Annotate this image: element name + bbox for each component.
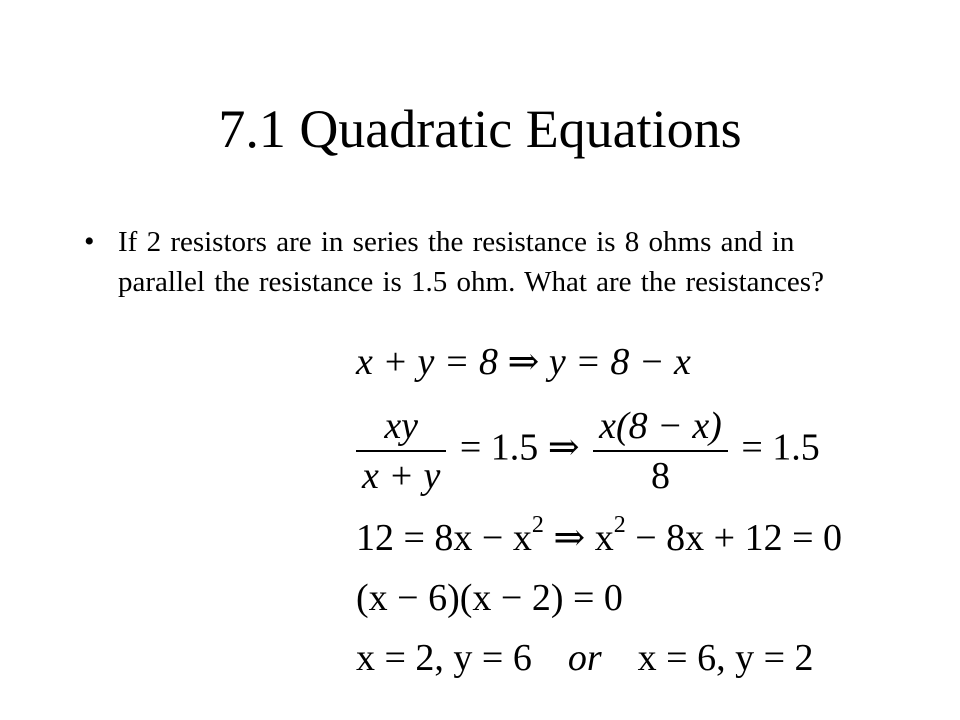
fraction-right-denominator: 8 <box>651 455 670 497</box>
bullet-marker: • <box>84 225 95 258</box>
bullet-text: If 2 resistors are in series the resistance is 8 ohms and in parallel the resistance is 1.5 ohm. What are the resistances? <box>118 226 824 298</box>
exponent-1: 2 <box>531 512 544 539</box>
equation-line-2-end: = 1.5 <box>741 426 820 469</box>
equation-line-5-left: x = 2, y = 6 <box>356 637 532 679</box>
fraction-right-numerator: x(8 − x) <box>593 404 728 452</box>
fraction-left-numerator: xy <box>356 404 446 452</box>
fraction-left <box>356 404 446 498</box>
equation-line-1 <box>356 340 691 384</box>
equation-line-4-text: (x − 6)(x − 2) = 0 <box>356 577 623 619</box>
equation-line-4 <box>356 576 623 620</box>
exponent-2: 2 <box>613 512 626 539</box>
equation-line-5-right: x = 6, y = 2 <box>637 637 814 679</box>
equation-line-5 <box>356 636 814 680</box>
fraction-left-denominator: x + y <box>362 455 441 497</box>
equation-line-1-text: x + y = 8 ⇒ y = 8 − x <box>356 341 691 383</box>
equation-line-2 <box>352 404 820 498</box>
fraction-right <box>593 404 728 498</box>
slide-title: 7.1 Quadratic Equations <box>218 99 742 159</box>
equation-line-2-middle: = 1.5 ⇒ <box>459 426 580 469</box>
equation-line-3-part-b: ⇒ x <box>543 517 614 559</box>
equation-line-3 <box>356 512 843 560</box>
equation-line-5-or: or <box>567 637 602 679</box>
equation-line-3-part-a: 12 = 8x − x <box>356 517 532 559</box>
equation-line-3-part-c: − 8x + 12 = 0 <box>625 517 843 559</box>
